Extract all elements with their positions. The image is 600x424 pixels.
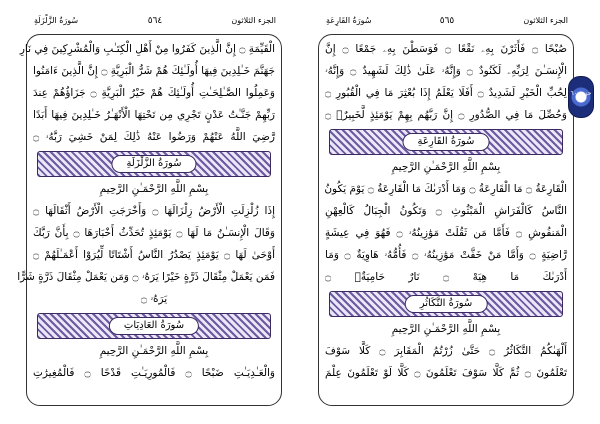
verse-line: وَعَمِلُوا الصَّـٰلِحَـٰتِ أُولَـٰئِكَ هُمْ خَيْرُ الْبَرِيَّةِ ۝ جَزَاؤُهُمْ عِندَ <box>33 87 276 99</box>
verse-line: وَالْعَـٰدِيَـٰتِ ضَبْحًا ۝ فَالْمُورِيَـٰتِ قَدْحًا ۝ فَالْمُغِيرَٰتِ <box>33 367 276 379</box>
verse-line: أَلْهَىٰكُمُ التَّكَاثُرُ ۝ حَتَّىٰ زُرْتُمُ الْمَقَابِرَ ۝ كَلَّا سَوْفَ <box>325 345 567 357</box>
verse-line: إِذَا زُلْزِلَتِ الْأَرْضُ زِلْزَالَهَا ۝ وَأَخْرَجَتِ الْأَرْضُ أَثْقَالَهَا ۝ <box>33 205 276 217</box>
verse-line: رَبِّهِمْ جَنَّـٰتُ عَدْنٍ تَجْرِي مِن تَحْتِهَا الْأَنْهَـٰرُ خَـٰلِدِينَ فِيهَا أَبَدًا <box>33 109 275 121</box>
text-block <box>17 39 276 401</box>
verse-line: صُبْحًا ۝ فَأَثَرْنَ بِهِۦ نَقْعًا ۝ فَوَسَطْنَ بِهِۦ جَمْعًا ۝ إِنَّ <box>325 43 567 55</box>
page-number: ٥٦٥ <box>439 16 455 26</box>
right-page <box>318 10 576 410</box>
header-juz-name: الجزء الثلاثون <box>523 16 568 25</box>
basmala: بِسْمِ اللَّهِ الرَّحْمَـٰنِ الرَّحِيمِ <box>99 183 209 195</box>
page-frame <box>17 34 282 406</box>
surah-title: سُورَةُ القَارِعَةِ <box>403 133 490 151</box>
verse-line: تَعْلَمُونَ ۝ ثُمَّ كَلَّا سَوْفَ تَعْلَمُونَ ۝ كَلَّا لَوْ تَعْلَمُونَ عِلْمَ <box>325 367 568 379</box>
page-frame <box>318 34 574 406</box>
verse-line: رَّضِيَ اللَّهُ عَنْهُمْ وَرَضُوا عَنْهُ ذَٰلِكَ لِمَنْ خَشِيَ رَبَّهُۥ ۝ <box>33 131 275 143</box>
surah-banner <box>329 129 563 155</box>
basmala: بِسْمِ اللَّهِ الرَّحْمَـٰنِ الرَّحِيمِ <box>391 161 501 173</box>
basmala: بِسْمِ اللَّهِ الرَّحْمَـٰنِ الرَّحِيمِ <box>391 323 501 335</box>
verse-line: رَّاضِيَةٍ ۝ وَأَمَّا مَنْ خَفَّتْ مَوَٰزِينُهُۥ ۝ فَأُمُّهُۥ هَاوِيَةٌ ۝ وَمَا <box>325 249 568 261</box>
hizb-medallion-icon <box>568 76 594 118</box>
surah-banner <box>37 313 271 339</box>
verse-line: فَمَن يَعْمَلْ مِثْقَالَ ذَرَّةٍ خَيْرًا يَرَهُۥ ۝ وَمَن يَعْمَلْ مِثْقَالَ ذَرَّةٍ شَرًّا <box>17 271 275 283</box>
page-header <box>318 10 576 30</box>
verse-line: الْمَنفُوشِ ۝ فَأَمَّا مَن ثَقُلَتْ مَوَٰزِينُهُۥ ۝ فَهُوَ فِي عِيشَةٍ <box>325 227 567 239</box>
header-surah-name: سُورَةُ القَارِعَةِ <box>326 16 372 25</box>
verse-line: لِحُبِّ الْخَيْرِ لَشَدِيدٌ ۝ أَفَلَا يَعْلَمُ إِذَا بُعْثِرَ مَا فِي الْقُبُورِ ۝ <box>325 87 567 99</box>
verse-line: أَدْرَىٰكَ مَا هِيَهْ ۝ نَارٌ حَامِيَةٌۢ ۝ <box>325 271 568 283</box>
basmala: بِسْمِ اللَّهِ الرَّحْمَـٰنِ الرَّحِيمِ <box>99 345 209 357</box>
surah-banner <box>37 151 271 177</box>
verse-line: وَقَالَ الْإِنسَـٰنُ مَا لَهَا ۝ يَوْمَئِذٍ تُحَدِّثُ أَخْبَارَهَا ۝ بِأَنَّ رَبَّكَ <box>33 227 275 239</box>
verse-line: أَوْحَىٰ لَهَا ۝ يَوْمَئِذٍ يَصْدُرُ النَّاسُ أَشْتَاتًا لِّيُرَوْا أَعْمَـٰلَهُمْ ۝ <box>33 249 275 261</box>
verse-line: يَرَهُۥ ۝ <box>140 293 168 305</box>
verse-line: النَّاسُ كَالْفَرَاشِ الْمَبْثُوثِ ۝ وَتَكُونُ الْجِبَالُ كَالْعِهْنِ <box>325 205 567 217</box>
page-header <box>26 10 284 30</box>
hizb-label: حزب ٦٠ <box>570 90 592 97</box>
page-number: ٥٦٤ <box>147 16 163 26</box>
surah-title: سُورَةُ التَّكَاثُرِ <box>405 295 488 313</box>
header-juz-name: الجزء الثلاثون <box>231 16 276 25</box>
verse-line: الْقَيِّمَةِ ۝ إِنَّ الَّذِينَ كَفَرُوا مِنْ أَهْلِ الْكِتَـٰبِ وَالْمُشْرِكِينَ فِي نَارِ <box>19 43 275 55</box>
verse-line: الْقَارِعَةُ ۝ مَا الْقَارِعَةُ ۝ وَمَا أَدْرَىٰكَ مَا الْقَارِعَةُ ۝ يَوْمَ يَكُونُ <box>324 183 567 195</box>
text-block <box>325 39 567 401</box>
verse-line: وَحُصِّلَ مَا فِي الصُّدُورِ ۝ إِنَّ رَبَّهُم بِهِمْ يَوْمَئِذٍ لَّخَبِيرٌۢ ۝ <box>325 109 567 121</box>
verse-line: جَهَنَّمَ خَـٰلِدِينَ فِيهَا أُولَـٰئِكَ هُمْ شَرُّ الْبَرِيَّةِ ۝ إِنَّ الَّذِينَ ءَامَنُوا <box>33 65 275 77</box>
surah-banner <box>329 291 563 317</box>
surah-title: سُورَةُ العَادِيَاتِ <box>109 317 199 335</box>
left-page <box>17 10 284 410</box>
verse-line: الْإِنسَـٰنَ لِرَبِّهِۦ لَكَنُودٌ ۝ وَإِنَّهُۥ عَلَىٰ ذَٰلِكَ لَشَهِيدٌ ۝ وَإِنَّهُۥ <box>325 65 568 77</box>
header-surah-name: سُورَةُ الزَّلْزَلَةِ <box>34 16 79 25</box>
surah-title: سُورَةُ الزَّلْزَلَةِ <box>111 155 196 173</box>
